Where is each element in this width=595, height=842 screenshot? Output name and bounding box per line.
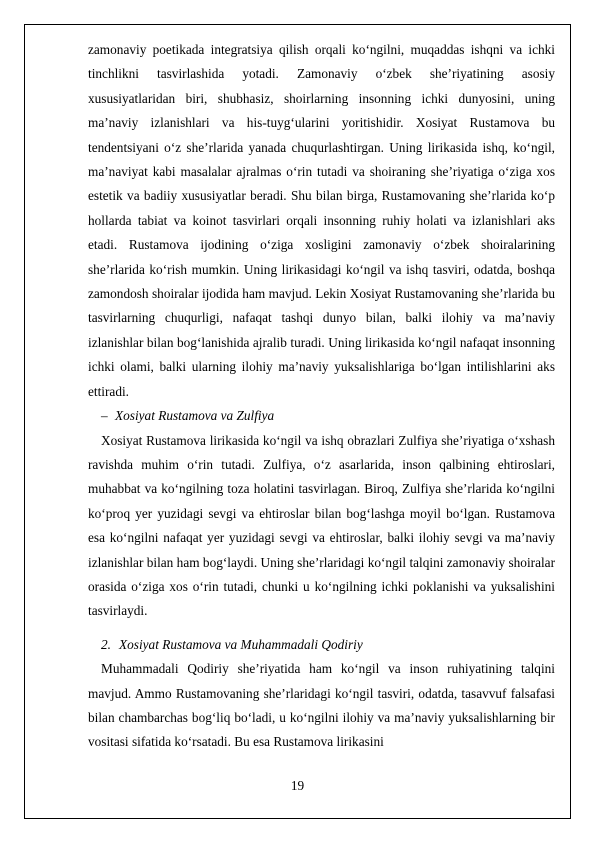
- section-heading-qodiriy: [88, 633, 555, 657]
- section-heading-zulfiya: [88, 404, 555, 428]
- page-number: 19: [290, 778, 305, 793]
- heading-number: 2.: [101, 636, 111, 652]
- heading-text: Xosiyat Rustamova va Muhammadali Qodiriy: [119, 636, 363, 652]
- heading-text: Xosiyat Rustamova va Zulfiya: [115, 408, 275, 424]
- paragraph-qodiriy: Muhammadali Qodiriy she’riyatida ham ko‘ngil va inson ruhiyatining talqini mavjud. Ammo Rustamovaning she’rlaridagi ko‘ngil tasviri, odatda, tasavvuf falsafasi bilan chambarchas bog‘liq bo‘ladi, u ko‘ngilni ilohiy va ma’naviy yuksalishlarning bir vositasi sifatida ko‘rsatadi. Bu esa Rustamova lirikasini: [88, 661, 555, 750]
- heading-dash: –: [101, 408, 108, 424]
- paragraph-zulfiya: Xosiyat Rustamova lirikasida ko‘ngil va ishq obrazlari Zulfiya she’riyatiga o‘xshash ravishda muhim o‘rin tutadi. Zulfiya, o‘z asarlarida, inson qalbining ehtiroslari, muhabbat va ko‘ngilning toza holatini tasvirlagan. Biroq, Zulfiya she’rlarida ko‘ngilni ko‘proq yer yuzidagi sevgi va ehtiroslar bilan bog‘lashga moyil bo‘lgan. Rustamova esa ko‘ngilni nafaqat yer yuzidagi sevgi va ehtiroslar, balki ilohiy sevgi va ma’naviy izlanishlar bilan ham bog‘laydi. Uning she’rlaridagi ko‘ngil talqini zamonaviy shoiralar orasida o‘ziga xos o‘rin tutadi, chunki u ko‘ngilning ichki poklanishi va yuksalishini tasvirlaydi.: [88, 432, 555, 619]
- paragraph-intro: zamonaviy poetikada integratsiya qilish orqali ko‘ngilni, muqaddas ishqni va ichki tinchlikni tasvirlashida yotadi. Zamonaviy o‘zbek she’riyatining asosiy xususiyatlaridan biri, shubhasiz, shoirlarning insonning ichki dunyosini, uning ma’naviy izlanishlari va his-tuyg‘ularini yoritishidir. Xosiyat Rustamova bu tendentsiyani o‘z she’rlarida yanada chuqurlashtirgan. Uning lirikasida ishq, ko‘ngil, ma’naviyat kabi masalalar ajralmas o‘rin tutadi va shoiraning she’riyatiga o‘ziga xos estetik va badiiy xususiyatlar beradi. Shu bilan birga, Rustamovaning she’rlarida ko‘p hollarda tabiat va koinot tasvirlari orqali insonning ruhiy holati va izlanishlari aks etadi. Rustamova ijodining o‘ziga xosligini zamonaviy o‘zbek shoiralarining she’rlarida ko‘rish mumkin. Uning lirikasidagi ko‘ngil va ishq tasviri, odatda, boshqa zamondosh shoiralar ijodida ham mavjud. Lekin Xosiyat Rustamovaning she’rlarida bu tasvirlarning chuqurligi, nafaqat tashqi dunyo bilan, balki ilohiy va ma’naviy izlanishlar bilan bog‘lanishida ajralib turadi. Uning lirikasida ko‘ngil nafaqat insonning ichki olami, balki ularning ilohiy ma’naviy yuksalishlariga bo‘lgan intilishlarini aks ettiradi.: [88, 42, 555, 399]
- document-body: [88, 38, 555, 755]
